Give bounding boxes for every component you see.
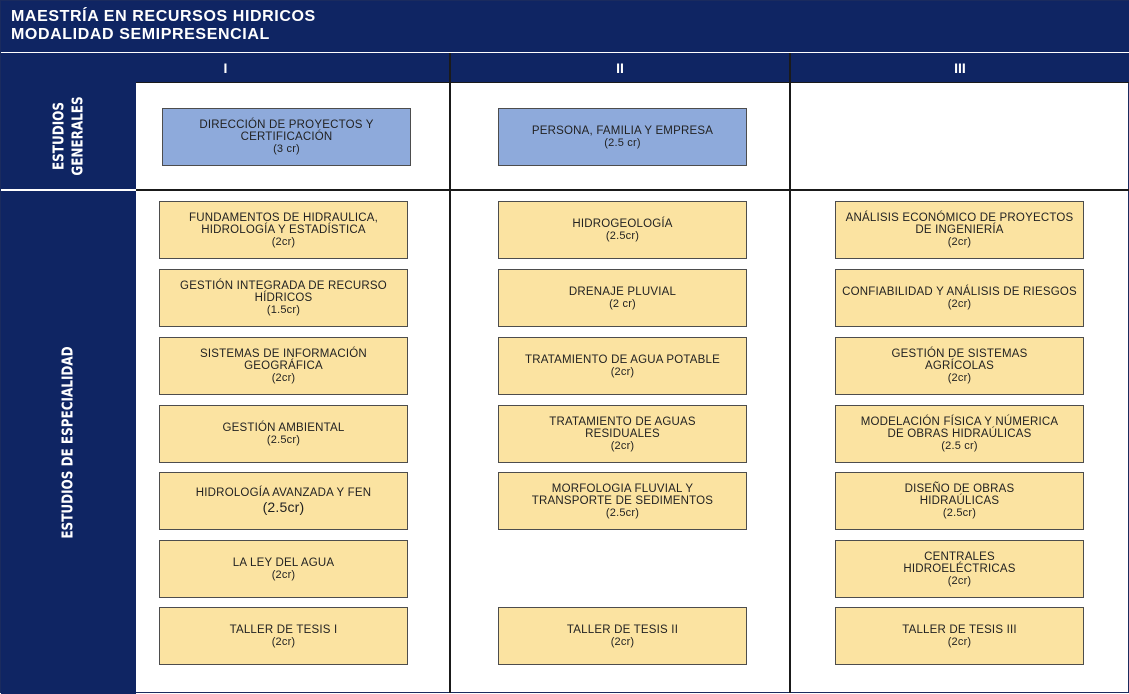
course-name: LA LEY DEL AGUA — [232, 557, 335, 569]
course-box — [835, 201, 1084, 259]
column-header-i: I — [1, 53, 450, 83]
course-box — [159, 337, 408, 395]
course-box — [498, 472, 747, 530]
course-box — [159, 269, 408, 327]
course-name: MODELACIÓN FÍSICA Y NÚMERICA DE OBRAS HIDRAÚLICAS — [860, 416, 1059, 440]
course-box — [498, 337, 747, 395]
column-header-iii: III — [790, 53, 1129, 83]
course-credits: (2cr) — [610, 366, 635, 378]
course-name: SISTEMAS DE INFORMACIÓN GEOGRÁFICA — [200, 348, 367, 372]
course-name: PERSONA, FAMILIA Y EMPRESA — [531, 125, 714, 137]
course-name: TALLER DE TESIS II — [566, 624, 679, 636]
course-box — [159, 607, 408, 665]
course-box — [159, 405, 408, 463]
course-box — [159, 472, 408, 530]
course-credits: (2cr) — [271, 236, 296, 248]
course-box — [159, 201, 408, 259]
row-divider — [136, 189, 1129, 191]
course-credits: (2cr) — [947, 575, 972, 587]
course-name: DIRECCIÓN DE PROYECTOS Y CERTIFICACIÓN — [199, 119, 374, 143]
row-header-especialidad-label: ESTUDIOS DE ESPECIALIDAD — [59, 346, 77, 539]
course-name: CONFIABILIDAD Y ANÁLISIS DE RIESGOS — [842, 286, 1077, 298]
course-credits: (2cr) — [947, 236, 972, 248]
course-box — [498, 607, 747, 665]
header-bottom-line — [136, 82, 1129, 83]
course-credits: (2cr) — [610, 636, 635, 648]
course-credits: (2.5cr) — [605, 507, 640, 519]
course-credits: (2 cr) — [609, 298, 636, 310]
course-name: DRENAJE PLUVIAL — [568, 286, 677, 298]
row-header-generales-line-1: ESTUDIOS — [49, 101, 68, 171]
course-credits: (2.5cr) — [605, 230, 640, 242]
course-box — [835, 472, 1084, 530]
title-divider — [1, 52, 1129, 53]
course-name: ANÁLISIS ECONÓMICO DE PROYECTOS DE INGENIERÍA — [845, 212, 1074, 236]
row-header-estudios-generales — [1, 83, 136, 189]
course-credits: (3 cr) — [273, 143, 300, 155]
course-box — [498, 269, 747, 327]
course-credits: (2cr) — [271, 372, 296, 384]
course-box — [835, 405, 1084, 463]
course-name: TRATAMIENTO DE AGUAS RESIDUALES — [549, 416, 696, 440]
course-credits: (2.5 cr) — [604, 137, 641, 149]
course-credits: (2cr) — [610, 440, 635, 452]
course-name: DISEÑO DE OBRAS HIDRAÚLICAS — [904, 483, 1015, 507]
course-name: HIDROGEOLOGÍA — [572, 218, 673, 230]
title-line-1: MAESTRÍA EN RECURSOS HIDRICOS — [11, 8, 316, 25]
row-header-estudios-especialidad — [1, 191, 136, 694]
course-box — [159, 540, 408, 598]
course-name: TALLER DE TESIS III — [902, 624, 1017, 636]
course-box — [835, 337, 1084, 395]
course-credits: (2.5cr) — [266, 434, 301, 446]
course-box — [162, 108, 411, 166]
course-box — [835, 607, 1084, 665]
course-box — [835, 269, 1084, 327]
course-credits: (2.5cr) — [942, 507, 977, 519]
course-credits: (2.5 cr) — [941, 440, 978, 452]
course-credits: (2cr) — [271, 636, 296, 648]
row-header-generales-line-2: GENERALES — [68, 96, 87, 176]
course-credits: (2cr) — [947, 636, 972, 648]
course-name: GESTIÓN INTEGRADA DE RECURSO HÍDRICOS — [180, 280, 387, 304]
course-credits: (2cr) — [271, 569, 296, 581]
course-name: TRATAMIENTO DE AGUA POTABLE — [525, 354, 720, 366]
course-name: FUNDAMENTOS DE HIDRAULICA, HIDROLOGÍA Y ESTADÍSTICA — [188, 212, 378, 236]
course-credits: (1.5cr) — [266, 304, 301, 316]
course-name: CENTRALES HIDROELÉCTRICAS — [903, 551, 1016, 575]
course-name: GESTIÓN DE SISTEMAS AGRÍCOLAS — [891, 348, 1028, 372]
course-credits: (2.5cr) — [262, 499, 305, 515]
page-title — [1, 1, 1129, 53]
course-box — [498, 201, 747, 259]
course-box — [498, 405, 747, 463]
course-credits: (2cr) — [947, 372, 972, 384]
column-divider-2 — [789, 53, 791, 693]
column-header-ii: II — [450, 53, 790, 83]
column-divider-1 — [449, 53, 451, 693]
course-name: TALLER DE TESIS I — [229, 624, 338, 636]
title-line-2: MODALIDAD SEMIPRESENCIAL — [11, 26, 270, 43]
course-name: HIDROLOGÍA AVANZADA Y FEN — [195, 487, 372, 499]
course-box — [498, 108, 747, 166]
course-credits: (2cr) — [947, 298, 972, 310]
course-name: MORFOLOGIA FLUVIAL Y TRANSPORTE DE SEDIMENTOS — [531, 483, 714, 507]
course-box — [835, 540, 1084, 598]
course-name: GESTIÓN AMBIENTAL — [222, 422, 345, 434]
